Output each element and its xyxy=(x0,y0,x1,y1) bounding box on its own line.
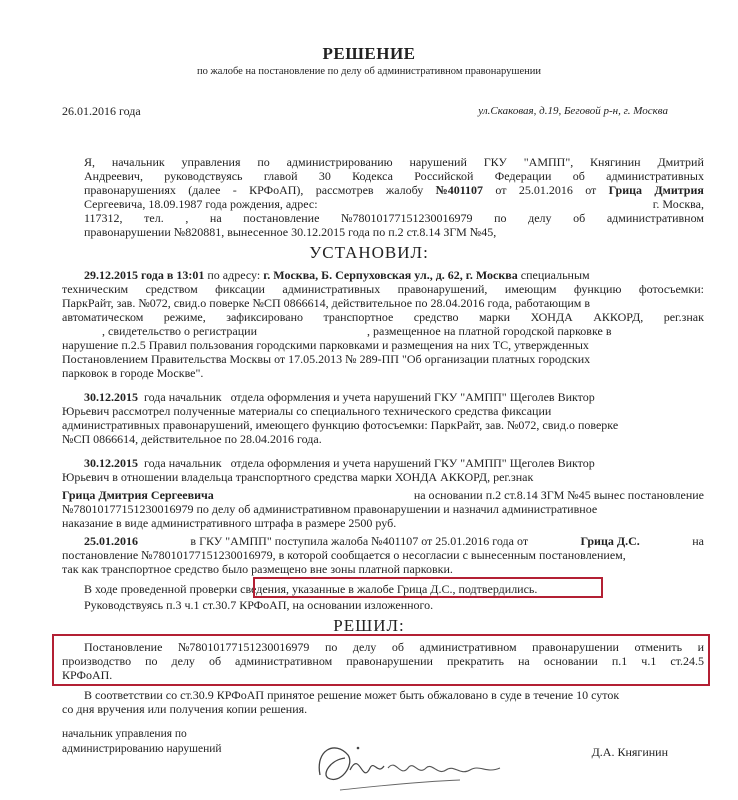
p4-line-3-text: так как транспортное средство было размещено вне зоны платной парковки. xyxy=(62,562,453,576)
word: Дмитрий xyxy=(657,155,704,169)
word: административном xyxy=(606,211,704,225)
word: - xyxy=(232,183,237,197)
intro-line-6-text: правонарушении №820881, вынесенное 30.12.2015 года по п.2 ст.8.14 ЗГМ №45, xyxy=(84,225,497,239)
word: рег.знак xyxy=(663,310,704,324)
word: , xyxy=(185,211,189,225)
word: 30 xyxy=(318,169,331,183)
word: Андреевич, xyxy=(84,169,143,183)
word: по xyxy=(494,211,507,225)
established-p3-line-3 xyxy=(62,488,704,502)
established-p3-line-4 xyxy=(62,502,704,516)
word: об xyxy=(573,211,586,225)
established-p2-line-3 xyxy=(62,418,704,432)
established-heading: УСТАНОВИЛ: xyxy=(309,243,429,262)
decided-line-3-text: КРФоАП. xyxy=(62,668,113,682)
word: делу xyxy=(528,211,552,225)
word: начальник xyxy=(111,155,165,169)
p4-line-1-tail: на xyxy=(692,534,704,548)
established-p4-line-1 xyxy=(84,534,704,548)
word: делу xyxy=(352,640,377,654)
p1-line-8-text: парковок в городе Москве". xyxy=(62,366,204,380)
word: 25.01.2016 xyxy=(518,183,573,197)
word: АККОРД, xyxy=(593,310,644,324)
p1-line-6-text: нарушение п.2.5 Правил пользования городскими парковками и размещения на них ТС, утвержденных xyxy=(62,338,589,352)
word: фиксации xyxy=(215,282,265,296)
word: тел. xyxy=(144,211,164,225)
p5-text: В ходе проведенной проверки xyxy=(84,582,241,596)
word: правонарушении xyxy=(346,654,433,668)
word: средством xyxy=(145,282,198,296)
intro-line-4-text: Сергеевича, 18.09.1987 года рождения, адрес: xyxy=(84,197,318,211)
word: ст.24.5 xyxy=(670,654,704,668)
word: главой xyxy=(263,169,298,183)
p2-line-4-text: №СП 0866614, действительное по 28.04.2016 года. xyxy=(62,432,322,446)
appeal-line-2-text: со дня вручения или получения копии решения. xyxy=(62,702,308,716)
p3-line-1-text: года начальник отдела оформления и учета нарушений ГКУ "АМПП" Щеголев Виктор xyxy=(144,456,595,470)
p1-line-7-text: Постановлением Правительства Москвы от 17.05.2013 № 289-ПП "Об организации платных городских xyxy=(62,352,591,366)
word: отменить xyxy=(634,640,683,654)
word: 117312, xyxy=(84,211,123,225)
word: Грица xyxy=(608,183,643,197)
established-p4-line-3 xyxy=(62,562,704,576)
p1-certificate: , свидетельство о регистрации xyxy=(102,324,258,338)
word: постановление xyxy=(243,211,320,225)
word: Я, xyxy=(84,155,96,169)
word: режиме, xyxy=(163,310,206,324)
word: Федерации xyxy=(494,169,552,183)
word: Постановление xyxy=(84,640,163,654)
word: правонарушениях xyxy=(84,183,176,197)
p3-line-3-text: на основании п.2 ст.8.14 ЗГМ №45 вынес постановление xyxy=(413,488,704,502)
p5-highlighted: сведения, указанные в жалобе Грица Д.С., подтвердились. xyxy=(240,582,538,596)
word: на xyxy=(209,211,222,225)
word: по xyxy=(257,155,270,169)
handwritten-signature xyxy=(300,730,510,795)
appeal-line-1-text: В соответствии со ст.30.9 КРФоАП принятое решение может быть обжаловано в суде в течение 10 суток xyxy=(84,688,620,702)
p1-address: г. Москва, Б. Серпуховская ул., д. 62, г. Москва xyxy=(263,268,518,282)
p1-parking: , размещенное на платной городской парковке в xyxy=(367,324,612,338)
intro-line-4 xyxy=(84,197,704,211)
word: об xyxy=(208,654,222,668)
word: административном xyxy=(235,654,333,668)
word: от xyxy=(585,183,597,197)
word: прекратить xyxy=(446,654,504,668)
highlight-box-confirmed xyxy=(253,577,603,598)
word: жалобу xyxy=(385,183,424,197)
established-p4-line-2 xyxy=(62,548,704,562)
intro-line-4-city: г. Москва, xyxy=(652,197,704,211)
p4-line-1-text: в ГКУ "АМПП" поступила жалоба №401107 от 25.01.2016 года от xyxy=(190,534,529,548)
word: производство xyxy=(62,654,132,668)
word: основании xyxy=(543,654,598,668)
intro-line-6 xyxy=(84,225,704,239)
p3-line-2-text: Юрьевич в отношении владельца транспортного средства марки ХОНДА АККОРД, рег.знак xyxy=(62,470,534,484)
p2-line-3-text: административных правонарушений, имеющего функцию фотосъемки: ПаркРайт, зав. №072, свид.о поверке xyxy=(62,418,619,432)
word: и xyxy=(697,640,704,654)
p3-date: 30.12.2015 xyxy=(84,456,138,470)
word: Российской xyxy=(414,169,474,183)
word: имеющим xyxy=(504,282,557,296)
established-p1-line-6 xyxy=(62,338,704,352)
word: административных xyxy=(606,169,704,183)
intro-line-1 xyxy=(84,155,704,169)
document-subtitle: по жалобе на постановление по делу об административном правонарушении xyxy=(196,66,542,77)
established-p1-line-5 xyxy=(62,324,704,338)
p3-line-4-text: №78010177151230016979 по делу об административном правонарушении и назначил административное xyxy=(62,502,598,516)
p1-line-3-text: ПаркРайт, зав. №072, свид.о поверке №СП 0866614, действительное по 28.04.2016 года, работающим в xyxy=(62,296,591,310)
decided-line-1 xyxy=(84,640,704,654)
word: делу xyxy=(171,654,195,668)
word: правонарушении xyxy=(532,640,619,654)
word: марки xyxy=(479,310,511,324)
word: ч.1 xyxy=(641,654,657,668)
p6-text: Руководствуясь п.3 ч.1 ст.30.7 КРФоАП, на основании изложенного. xyxy=(84,598,434,612)
word: №78010177151230016979 xyxy=(177,640,310,654)
word: нарушений xyxy=(409,155,467,169)
word: зафиксировано xyxy=(226,310,304,324)
word: правонарушений, xyxy=(397,282,488,296)
word: техническим xyxy=(62,282,129,296)
intro-line-5 xyxy=(84,211,704,225)
p2-line-2-text: Юрьевич рассмотрел полученные материалы со специального технического средства фиксации xyxy=(62,404,552,418)
established-p1-line-2 xyxy=(62,282,704,296)
word: (далее xyxy=(188,183,221,197)
p2-line-1-text: года начальник отдела оформления и учета нарушений ГКУ "АМПП" Щеголев Виктор xyxy=(144,390,595,404)
word: Кодекса xyxy=(352,169,393,183)
p1-tail: специальным xyxy=(517,268,590,282)
word: по xyxy=(324,640,338,654)
word: на xyxy=(517,654,530,668)
word: об xyxy=(391,640,404,654)
word: административных xyxy=(282,282,381,296)
word: функцию xyxy=(573,282,622,296)
established-p3-line-5 xyxy=(62,516,704,530)
p1-date: 29.12.2015 года в xyxy=(84,268,177,282)
document-place: ул.Скаковая, д.19, Беговой р-н, г. Москва xyxy=(478,105,668,117)
p1-address-label: по адресу: xyxy=(204,268,264,282)
word: фотосъемки: xyxy=(638,282,704,296)
word: Княгинин xyxy=(590,155,641,169)
word: п.1 xyxy=(611,654,628,668)
established-p3-line-2 xyxy=(62,470,704,484)
word: Дмитрия xyxy=(654,183,704,197)
p4-name: Грица Д.С. xyxy=(580,534,640,548)
word: транспортное xyxy=(323,310,394,324)
established-p1-line-4 xyxy=(62,310,704,324)
p1-time: 13:01 xyxy=(176,268,205,282)
document-title: РЕШЕНИЕ xyxy=(322,44,416,63)
word: ГКУ xyxy=(483,155,507,169)
signatory-name: Д.А. Княгинин xyxy=(591,745,668,759)
appeal-line-2 xyxy=(62,702,704,716)
word: об xyxy=(572,169,585,183)
p3-name: Грица Дмитрия Сергеевича xyxy=(62,488,214,502)
word: по xyxy=(145,654,158,668)
word: управления xyxy=(181,155,241,169)
intro-line-3 xyxy=(84,183,704,197)
established-p1-line-1 xyxy=(84,268,704,282)
word: от xyxy=(495,183,507,197)
p3-line-5-text: наказание в виде административного штрафа в размере 2500 руб. xyxy=(62,516,397,530)
established-p6 xyxy=(84,598,704,612)
word: администрированию xyxy=(286,155,393,169)
word: административном xyxy=(419,640,517,654)
word: КРФоАП), xyxy=(249,183,304,197)
word: №78010177151230016979 xyxy=(341,211,473,225)
decided-line-2 xyxy=(62,654,704,668)
word: №401107 xyxy=(435,183,484,197)
word: рассмотрев xyxy=(315,183,374,197)
signatory-position-1: начальник управления по xyxy=(62,728,187,740)
established-p2-line-4 xyxy=(62,432,704,446)
word: руководствуясь xyxy=(164,169,243,183)
word: "АМПП", xyxy=(523,155,574,169)
decided-heading: РЕШИЛ: xyxy=(333,616,405,635)
established-p1-line-8 xyxy=(62,366,704,380)
established-p2-line-2 xyxy=(62,404,704,418)
signatory-position-2: администрированию нарушений xyxy=(62,743,222,755)
word: ХОНДА xyxy=(530,310,573,324)
p2-date: 30.12.2015 xyxy=(84,390,138,404)
word: средство xyxy=(413,310,459,324)
established-p1-line-7 xyxy=(62,352,704,366)
word: автоматическом xyxy=(62,310,144,324)
established-p1-line-3 xyxy=(62,296,704,310)
established-p2-line-1 xyxy=(84,390,704,404)
established-p3-line-1 xyxy=(84,456,704,470)
intro-line-2 xyxy=(84,169,704,183)
p4-date: 25.01.2016 xyxy=(84,534,138,548)
decided-line-3 xyxy=(62,668,704,682)
appeal-line-1 xyxy=(84,688,704,702)
p4-line-2-text: постановление №78010177151230016979, в которой сообщается о несогласии с вынесенным постановлением, xyxy=(62,548,626,562)
document-date: 26.01.2016 года xyxy=(62,104,141,118)
